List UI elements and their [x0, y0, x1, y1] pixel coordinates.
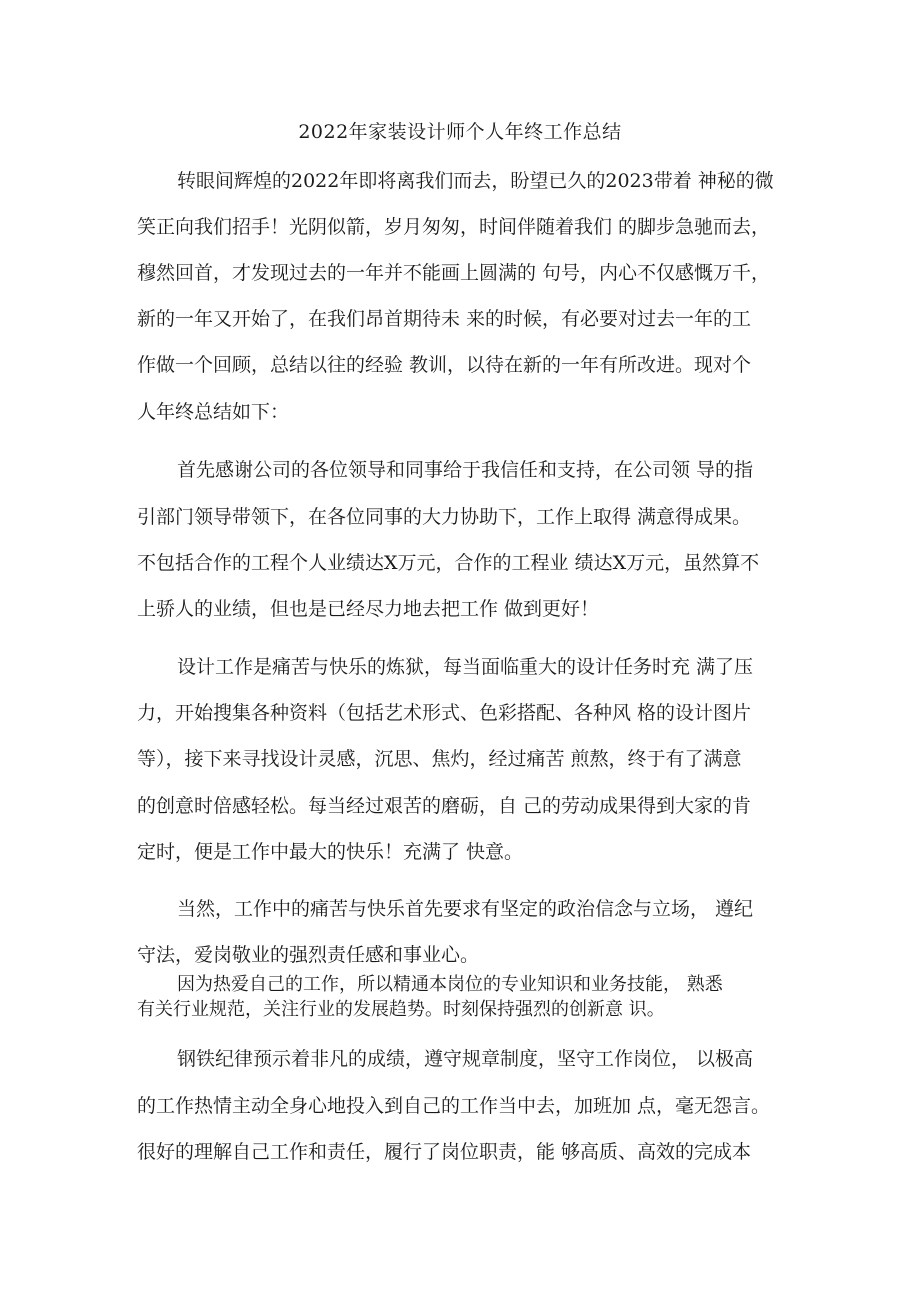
text-line: 人年终总结如下：: [137, 401, 290, 423]
text-line: 很好的理解自己工作和责任，履行了岗位职责，能 够高质、高效的完成本: [137, 1141, 752, 1163]
text-line: 有关行业规范，关注行业的发展趋势。时刻保持强烈的创新意 识。: [137, 999, 665, 1020]
text-line: 等），接下来寻找设计灵感，沉思、焦灼，经过痛苦 煎熬，终于有了满意: [137, 748, 742, 770]
document-title: 2022年家装设计师个人年终工作总结: [298, 121, 622, 143]
text-line: 设计工作是痛苦与快乐的炼狱，每当面临重大的设计任务时充 满了压: [177, 656, 754, 678]
text-line: 力，开始搜集各种资料（包括艺术形式、色彩搭配、各种风 格的设计图片: [137, 702, 752, 724]
text-line: 穆然回首，才发现过去的一年并不能画上圆满的 句号，内心不仅感慨万千，: [137, 262, 771, 284]
text-line: 的工作热情主动全身心地投入到自己的工作当中去，加班加 点，毫无怨言。: [137, 1095, 771, 1117]
text-line: 钢铁纪律预示着非凡的成绩，遵守规章制度，坚守工作岗位， 以极高: [177, 1048, 754, 1070]
text-line: 引部门领导带领下，在各位同事的大力协助下，工作上取得 满意得成果。: [137, 506, 752, 528]
text-line: 守法，爱岗敬业的强烈责任感和事业心。: [137, 944, 480, 966]
text-line: 的创意时倍感轻松。每当经过艰苦的磨砺，自 己的劳动成果得到大家的肯: [137, 795, 752, 817]
text-line: 新的一年又开始了，在我们昂首期待未 来的时候，有必要对过去一年的工: [137, 308, 752, 330]
text-line: 转眼间辉煌的2022年即将离我们而去，盼望已久的2023带着 神秘的微: [177, 170, 774, 192]
text-line: 上骄人的业绩，但也是已经尽力地去把工作 做到更好！: [137, 598, 600, 620]
text-line: 因为热爱自己的工作，所以精通本岗位的专业知识和业务技能， 熟悉: [177, 974, 723, 995]
text-line: 笑正向我们招手！光阴似箭，岁月匆匆，时间伴随着我们 的脚步急驰而去，: [137, 216, 771, 238]
text-line: 当然，工作中的痛苦与快乐首先要求有坚定的政治信念与立场， 遵纪: [177, 898, 754, 920]
text-line: 作做一个回顾，总结以往的经验 教训，以待在新的一年有所改进。现对个: [137, 354, 752, 376]
text-line: 不包括合作的工程个人业绩达X万元，合作的工程业 绩达X万元，虽然算不: [137, 552, 760, 574]
text-line: 首先感谢公司的各位领导和同事给于我信任和支持，在公司领 导的指: [177, 459, 754, 481]
text-line: 定时，便是工作中最大的快乐！充满了 快意。: [137, 841, 524, 863]
